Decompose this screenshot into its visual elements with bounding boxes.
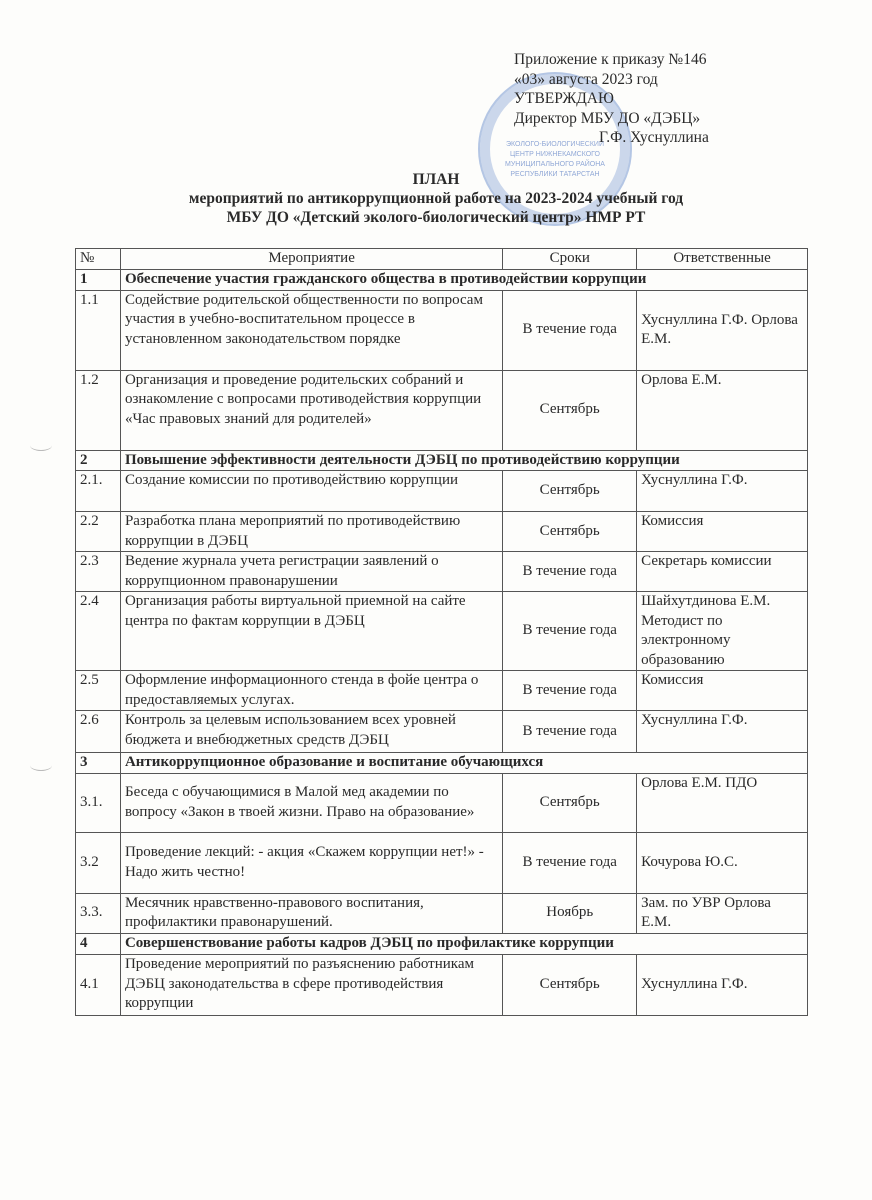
row-num: 3.1. (76, 773, 121, 832)
responsible-cell: Хуснуллина Г.Ф. (637, 471, 808, 512)
activity-cell: Проведение мероприятий по разъяснению работникам ДЭБЦ законодательства в сфере противодействия коррупции (120, 954, 502, 1015)
section-row (76, 933, 808, 954)
term-cell: В течение года (503, 592, 637, 671)
responsible-cell: Орлова Е.М. ПДО (637, 773, 808, 832)
table-row (76, 290, 808, 370)
activity-cell: Организация работы виртуальной приемной на сайте центра по фактам коррупции в ДЭБЦ (120, 592, 502, 671)
term-cell: Сентябрь (503, 370, 637, 450)
table-header-row (76, 249, 808, 270)
section-title: Антикоррупционное образование и воспитание обучающихся (120, 753, 807, 774)
table-row (76, 592, 808, 671)
header-responsible: Ответственные (637, 249, 808, 270)
row-num: 2.3 (76, 552, 121, 592)
term-cell: В течение года (503, 832, 637, 893)
term-cell: Сентябрь (503, 471, 637, 512)
term-cell: Ноябрь (503, 893, 637, 933)
table-row (76, 711, 808, 753)
row-num: 3.2 (76, 832, 121, 893)
header-num: № (76, 249, 121, 270)
table-row (76, 512, 808, 552)
punch-hole-mark (30, 760, 52, 771)
term-cell: Сентябрь (503, 773, 637, 832)
table-row (76, 954, 808, 1015)
director-title: Директор МБУ ДО «ДЭБЦ» (514, 109, 701, 127)
responsible-cell: Секретарь комиссии (637, 552, 808, 592)
table-row (76, 671, 808, 711)
order-reference: Приложение к приказу №146 (514, 51, 707, 68)
responsible-cell: Комиссия (637, 671, 808, 711)
order-date: «03» августа 2023 год (514, 70, 658, 88)
section-row (76, 450, 808, 471)
term-cell: В течение года (503, 671, 637, 711)
document-title (0, 170, 872, 227)
row-num: 1.1 (76, 290, 121, 370)
responsible-cell: Хуснуллина Г.Ф. Орлова Е.М. (637, 290, 808, 370)
section-title: Обеспечение участия гражданского общества в противодействии коррупции (120, 270, 807, 291)
row-num: 1.2 (76, 370, 121, 450)
row-num: 4.1 (76, 954, 121, 1015)
activity-cell: Содействие родительской общественности по вопросам участия в учебно-воспитательном процессе в установленном законодательством порядке (120, 290, 502, 370)
table-row (76, 370, 808, 450)
responsible-cell: Комиссия (637, 512, 808, 552)
responsible-cell: Орлова Е.М. (637, 370, 808, 450)
section-row (76, 270, 808, 291)
term-cell: В течение года (503, 711, 637, 753)
table-row (76, 832, 808, 893)
header-activity: Мероприятие (120, 249, 502, 270)
row-num: 1 (76, 270, 121, 291)
approval-block (514, 50, 709, 148)
responsible-cell: Хуснуллина Г.Ф. (637, 711, 808, 753)
activity-cell: Организация и проведение родительских собраний и ознакомление с вопросами противодействия коррупции «Час правовых знаний для родителей» (120, 370, 502, 450)
table-row (76, 773, 808, 832)
term-cell: В течение года (503, 552, 637, 592)
plan-table (75, 248, 808, 1016)
section-row (76, 753, 808, 774)
punch-hole-mark (30, 440, 52, 451)
activity-cell: Ведение журнала учета регистрации заявлений о коррупционном правонарушении (120, 552, 502, 592)
activity-cell: Создание комиссии по противодействию коррупции (120, 471, 502, 512)
row-num: 2 (76, 450, 121, 471)
title-line: ПЛАН (412, 171, 460, 188)
row-num: 2.2 (76, 512, 121, 552)
table-row (76, 893, 808, 933)
row-num: 2.1. (76, 471, 121, 512)
activity-cell: Проведение лекций: - акция «Скажем коррупции нет!» - Надо жить честно! (120, 832, 502, 893)
row-num: 2.5 (76, 671, 121, 711)
stamp-text: ЭКОЛОГО-БИОЛОГИЧЕСКИЙ ЦЕНТР НИЖНЕКАМСКОГО МУНИЦИПАЛЬНОГО РАЙОНА РЕСПУБЛИКИ ТАТАРСТАН (505, 141, 605, 178)
row-num: 2.6 (76, 711, 121, 753)
row-num: 2.4 (76, 592, 121, 671)
table-row (76, 552, 808, 592)
row-num: 3 (76, 753, 121, 774)
responsible-cell: Зам. по УВР Орлова Е.М. (637, 893, 808, 933)
term-cell: Сентябрь (503, 954, 637, 1015)
section-title: Повышение эффективности деятельности ДЭБЦ по противодействию коррупции (120, 450, 807, 471)
activity-cell: Беседа с обучающимися в Малой мед академии по вопросу «Закон в твоей жизни. Право на образование» (120, 773, 502, 832)
table-row (76, 471, 808, 512)
activity-cell: Контроль за целевым использованием всех уровней бюджета и внебюджетных средств ДЭБЦ (120, 711, 502, 753)
term-cell: В течение года (503, 290, 637, 370)
responsible-cell: Кочурова Ю.С. (637, 832, 808, 893)
activity-cell: Оформление информационного стенда в фойе центра о предоставляемых услугах. (120, 671, 502, 711)
row-num: 3.3. (76, 893, 121, 933)
responsible-cell: Хуснуллина Г.Ф. (637, 954, 808, 1015)
term-cell: Сентябрь (503, 512, 637, 552)
header-term: Сроки (503, 249, 637, 270)
section-title: Совершенствование работы кадров ДЭБЦ по профилактике коррупции (120, 933, 807, 954)
activity-cell: Разработка плана мероприятий по противодействию коррупции в ДЭБЦ (120, 512, 502, 552)
approve-label: УТВЕРЖДАЮ (514, 90, 614, 107)
row-num: 4 (76, 933, 121, 954)
activity-cell: Месячник нравственно-правового воспитания, профилактики правонарушений. (120, 893, 502, 933)
title-line: МБУ ДО «Детский эколого-биологический центр» НМР РТ (226, 209, 646, 226)
title-line: мероприятий по антикоррупционной работе на 2023-2024 учебный год (188, 190, 684, 207)
director-name: Г.Ф. Хуснуллина (599, 129, 709, 146)
responsible-cell: Шайхутдинова Е.М. Методист по электронному образованию (637, 592, 808, 671)
